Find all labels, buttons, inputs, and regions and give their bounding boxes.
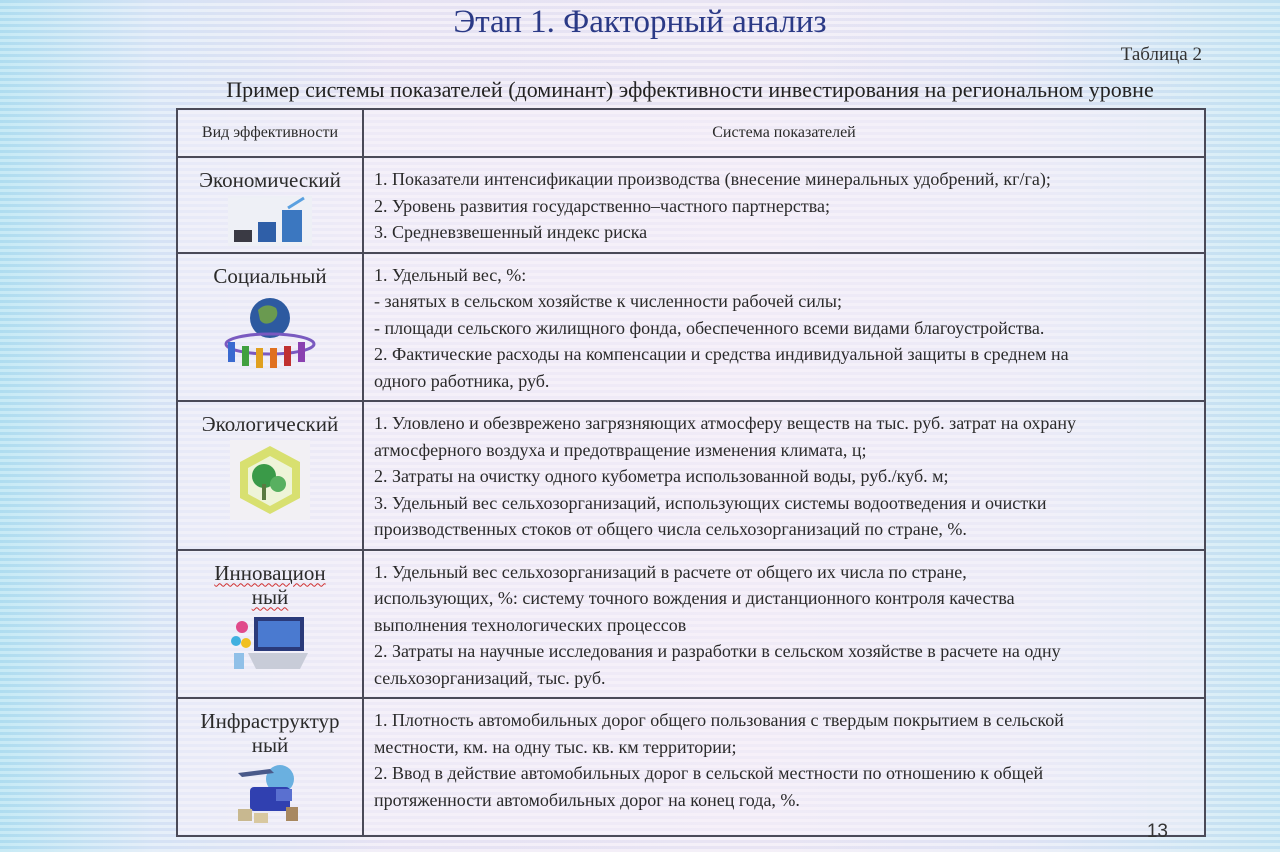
- kind-label-line: Инфраструктур: [200, 709, 340, 733]
- indicator-line: 1. Удельный вес, %:: [374, 264, 527, 285]
- indicator-line: 1. Плотность автомобильных дорог общего пользования с твердым покрытием в сельской: [374, 710, 1064, 730]
- kind-label: [178, 709, 362, 757]
- indicator-line: - площади сельского жилищного фонда, обеспеченного всеми видами благоустройства.: [374, 317, 1045, 338]
- indicators-cell: [363, 550, 1205, 699]
- indicator-line: 2. Ввод в действие автомобильных дорог в сельской местности по отношению к общей: [374, 763, 1044, 783]
- kind-cell: [177, 157, 363, 253]
- table-row: [177, 157, 1205, 253]
- indicator-line: использующих, %: систему точного вождения и дистанционного контроля качества: [374, 588, 1015, 608]
- kind-cell: [177, 550, 363, 699]
- indicator-line: 2. Затраты на научные исследования и разработки в сельском хозяйстве в расчете на одну: [374, 641, 1061, 661]
- transport-logistics-icon: [230, 761, 310, 827]
- kind-cell: [177, 698, 363, 836]
- indicator-line: 3. Удельный вес сельхозорганизаций, использующих системы водоотведения и очистки: [374, 492, 1047, 513]
- indicator-line: местности, км. на одну тыс. кв. км территории;: [374, 736, 737, 757]
- table-caption: Пример системы показателей (доминант) эффективности инвестирования на региональном уровне: [226, 77, 1154, 102]
- indicators-cell: [363, 157, 1205, 253]
- indicator-line: 2. Затраты на очистку одного кубометра использованной воды, руб./куб. м;: [374, 466, 949, 486]
- laptop-innovation-icon: [228, 613, 312, 675]
- kind-label-line: ный: [251, 584, 289, 609]
- indicator-line: 1. Удельный вес сельхозорганизаций в расчете от общего их числа по стране,: [374, 561, 967, 582]
- table-row: [177, 401, 1205, 550]
- indicators-table: [176, 108, 1206, 837]
- slide-title: Этап 1. Факторный анализ: [453, 4, 827, 40]
- indicator-line: 2. Уровень развития государственно–частного партнерства;: [374, 195, 830, 216]
- indicators-cell: [363, 401, 1205, 550]
- indicator-line: атмосферного воздуха и предотвращение изменения климата, ц;: [374, 439, 867, 460]
- page-number: 13: [1146, 821, 1168, 842]
- growth-chart-icon: [228, 196, 312, 246]
- table-label: Таблица 2: [1120, 44, 1202, 65]
- kind-label: Социальный: [213, 263, 327, 288]
- globe-people-icon: [220, 292, 320, 368]
- table-row: [177, 698, 1205, 836]
- indicators-cell: [363, 253, 1205, 402]
- kind-label: [178, 561, 362, 609]
- kind-cell: [177, 253, 363, 402]
- kind-label: Экономический: [199, 168, 341, 192]
- indicator-line: выполнения технологических процессов: [374, 614, 687, 635]
- table-row: [177, 253, 1205, 402]
- indicator-line: одного работника, руб.: [374, 370, 550, 391]
- indicator-line: производственных стоков от общего числа сельхозорганизаций по стране, %.: [374, 519, 967, 539]
- indicator-line: 1. Показатели интенсификации производства (внесение минеральных удобрений, кг/га);: [374, 169, 1051, 189]
- indicator-line: 3. Средневзвешенный индекс риска: [374, 222, 648, 242]
- kind-label-line: Инновацион: [214, 560, 326, 585]
- indicator-line: 1. Уловлено и обезврежено загрязняющих атмосферу веществ на тыс. руб. затрат на охрану: [374, 413, 1077, 433]
- kind-cell: [177, 401, 363, 550]
- eco-tree-icon: [230, 440, 310, 520]
- kind-label-line: ный: [251, 733, 289, 757]
- indicator-line: сельхозорганизаций, тыс. руб.: [374, 667, 606, 688]
- kind-label: Экологический: [201, 412, 339, 436]
- indicators-cell: [363, 698, 1205, 836]
- table-row: [177, 550, 1205, 699]
- table-header-row: [177, 109, 1205, 157]
- indicator-line: 2. Фактические расходы на компенсации и средства индивидуальной защиты в среднем на: [374, 344, 1069, 364]
- header-kind: Вид эффективности: [177, 109, 363, 157]
- indicator-line: - занятых в сельском хозяйстве к численности рабочей силы;: [374, 291, 842, 311]
- indicator-line: протяженности автомобильных дорог на конец года, %.: [374, 789, 800, 810]
- header-indicators: Система показателей: [363, 109, 1205, 157]
